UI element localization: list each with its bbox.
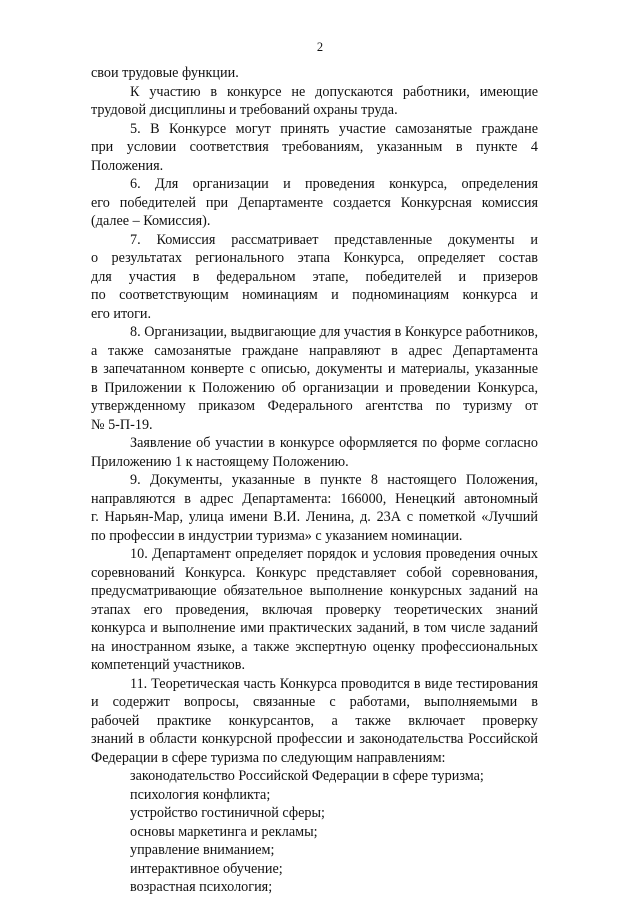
text-line: для участия в федеральном этапе, победителей и призеров xyxy=(91,269,538,285)
page-number: 2 xyxy=(316,40,324,54)
text-line: Приложению 1 к настоящему Положению. xyxy=(91,454,349,470)
text-line: по профессии в индустрии туризма» с указанием номинации. xyxy=(91,528,463,544)
text-line: № 5-П-19. xyxy=(91,417,153,433)
text-line: (далее – Комиссия). xyxy=(91,213,211,229)
text-line: Федерации в сфере туризма по следующим направлениям: xyxy=(91,750,446,766)
text-line: а также самозанятые граждане направляют в адрес Департамента xyxy=(91,343,538,359)
text-line: направляются в адрес Департамента: 166000, Ненецкий автономный xyxy=(91,491,538,507)
text-line: 9. Документы, указанные в пункте 8 настоящего Положения, xyxy=(130,472,538,488)
text-line: 5. В Конкурсе могут принять участие самозанятые граждане xyxy=(130,121,538,137)
text-line: и содержит вопросы, связанные с работами, выполняемыми в xyxy=(91,694,538,710)
text-line: на иностранном языке, а также экспертную оценку профессиональных xyxy=(91,639,538,655)
text-line: 8. Организации, выдвигающие для участия в Конкурсе работников, xyxy=(130,324,538,340)
list-item: законодательство Российской Федерации в сфере туризма; xyxy=(130,768,484,784)
text-line: Положения. xyxy=(91,158,164,174)
text-line: этапах его проведения, включая проверку теоретических знаний xyxy=(91,602,538,618)
text-line: компетенций участников. xyxy=(91,657,245,673)
text-line: К участию в конкурсе не допускаются работники, имеющие xyxy=(130,84,538,100)
text-line: Заявление об участии в конкурсе оформляется по форме согласно xyxy=(130,435,538,451)
text-line: конкурса и выполнение ими практических заданий, в том числе заданий xyxy=(91,620,538,636)
list-item: возрастная психология; xyxy=(130,879,273,895)
text-line: предусматривающие обязательное выполнение конкурсных заданий на xyxy=(91,583,538,599)
text-line: 10. Департамент определяет порядок и условия проведения очных xyxy=(130,546,538,562)
text-line: 11. Теоретическая часть Конкурса проводится в виде тестирования xyxy=(130,676,538,692)
text-line: его победителей при Департаменте создается Конкурсная комиссия xyxy=(91,195,538,211)
list-item: интерактивное обучение; xyxy=(130,861,283,877)
text-line: рабочей практике конкурсантов, а также включает проверку xyxy=(91,713,538,729)
text-line: 6. Для организации и проведения конкурса, определения xyxy=(130,176,538,192)
text-line: о результатах регионального этапа Конкурса, определяет состав xyxy=(91,250,538,266)
text-line: 7. Комиссия рассматривает представленные документы и xyxy=(130,232,538,248)
text-line: г. Нарьян-Мар, улица имени В.И. Ленина, д. 23А с пометкой «Лучший xyxy=(91,509,538,525)
text-line: трудовой дисциплины и требований охраны труда. xyxy=(91,102,398,118)
text-line: знаний в области конкурсной профессии и законодательства Российской xyxy=(91,731,538,747)
text-line: в Приложении к Положению об организации и проведении Конкурса, xyxy=(91,380,538,396)
text-line: свои трудовые функции. xyxy=(91,65,239,81)
text-line: по соответствующим номинациям и подноминациям конкурса и xyxy=(91,287,538,303)
list-item: управление вниманием; xyxy=(130,842,275,858)
text-line: его итоги. xyxy=(91,306,152,322)
text-line: в запечатанном конверте с описью, документы и материалы, указанные xyxy=(91,361,538,377)
text-line: утвержденному приказом Федерального агентства по туризму от xyxy=(91,398,538,414)
text-line: при условии соответствия требованиям, указанным в пункте 4 xyxy=(91,139,538,155)
list-item: психология конфликта; xyxy=(130,787,271,803)
list-item: устройство гостиничной сферы; xyxy=(130,805,325,821)
text-line: соревнований Конкурса. Конкурс представляет собой соревнования, xyxy=(91,565,538,581)
list-item: основы маркетинга и рекламы; xyxy=(130,824,318,840)
